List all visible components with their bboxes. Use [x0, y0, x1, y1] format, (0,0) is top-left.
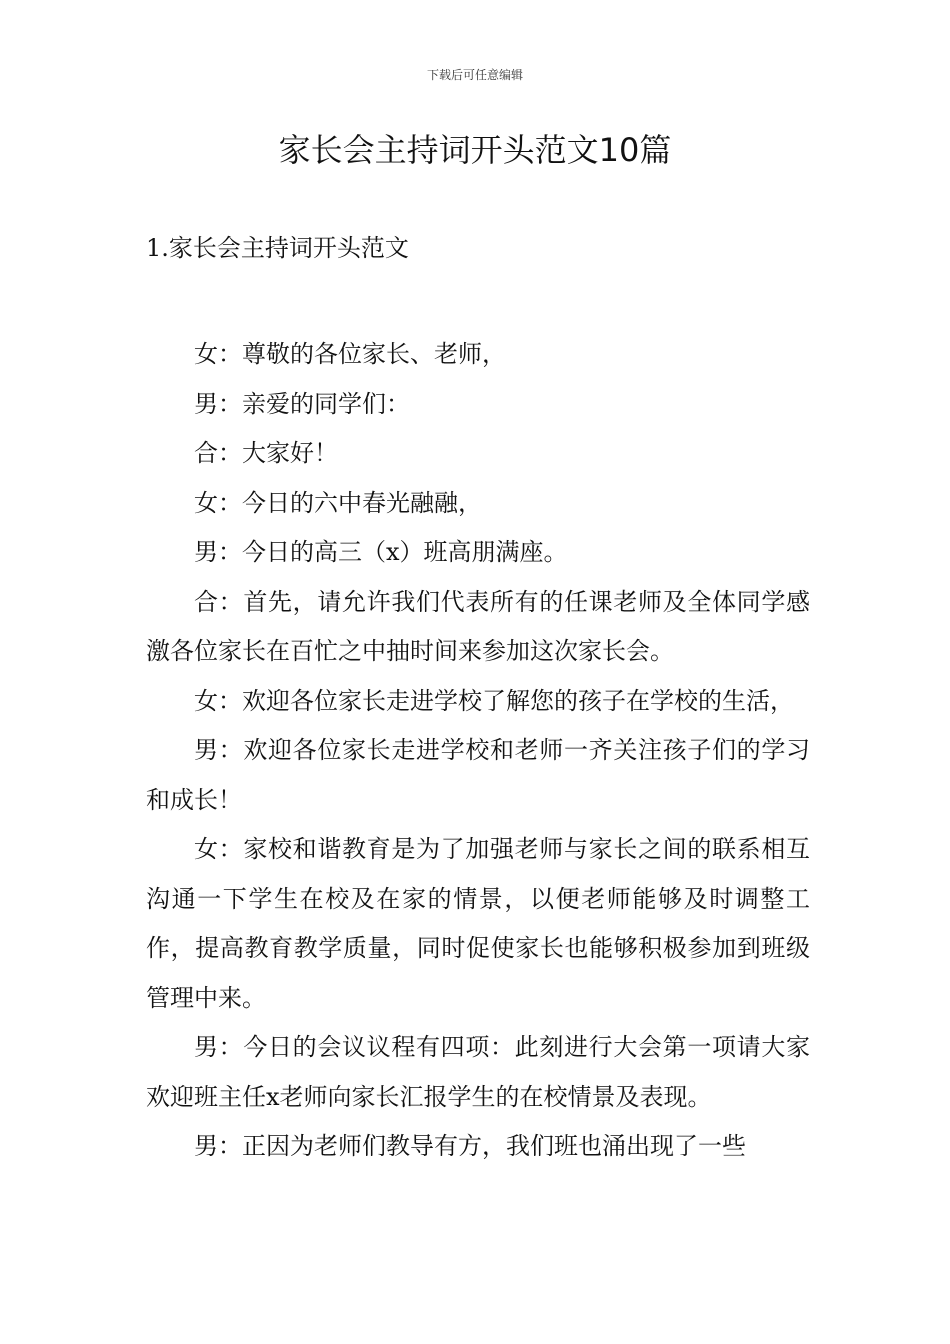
paragraph: 女：今日的六中春光融融， — [194, 488, 482, 517]
paragraph: 男：今日的会议议程有四项：此刻进行大会第一项请大家欢迎班主任x老师向家长汇报学生的在校情景及表现。 — [146, 1033, 810, 1111]
paragraph: 男：正因为老师们教导有方，我们班也涌出现了一些 — [194, 1132, 746, 1160]
paragraph: 男：亲爱的同学们： — [194, 389, 410, 418]
page-title: 家长会主持词开头范文10篇 — [278, 131, 672, 169]
paragraph: 男：欢迎各位家长走进学校和老师一齐关注孩子们的学习和成长！ — [146, 736, 810, 814]
section-heading: 1.家长会主持词开头范文 — [146, 234, 409, 262]
paragraph: 女：家校和谐教育是为了加强老师与家长之间的联系相互沟通一下学生在校及在家的情景，以便老师能够及时调整工作，提高教育教学质量，同时促使家长也能够积极参加到班级管理中来。 — [146, 835, 810, 1012]
header-note: 下载后可任意编辑 — [426, 68, 523, 82]
paragraph: 女：尊敬的各位家长、老师， — [194, 340, 506, 368]
paragraph: 合：大家好！ — [194, 439, 338, 467]
document-body — [146, 330, 810, 1172]
paragraph: 合：首先，请允许我们代表所有的任课老师及全体同学感激各位家长在百忙之中抽时间来参加这次家长会。 — [146, 587, 810, 665]
paragraph: 男：今日的高三（x）班高朋满座。 — [194, 538, 568, 566]
paragraph: 女：欢迎各位家长走进学校了解您的孩子在学校的生活， — [194, 686, 794, 715]
